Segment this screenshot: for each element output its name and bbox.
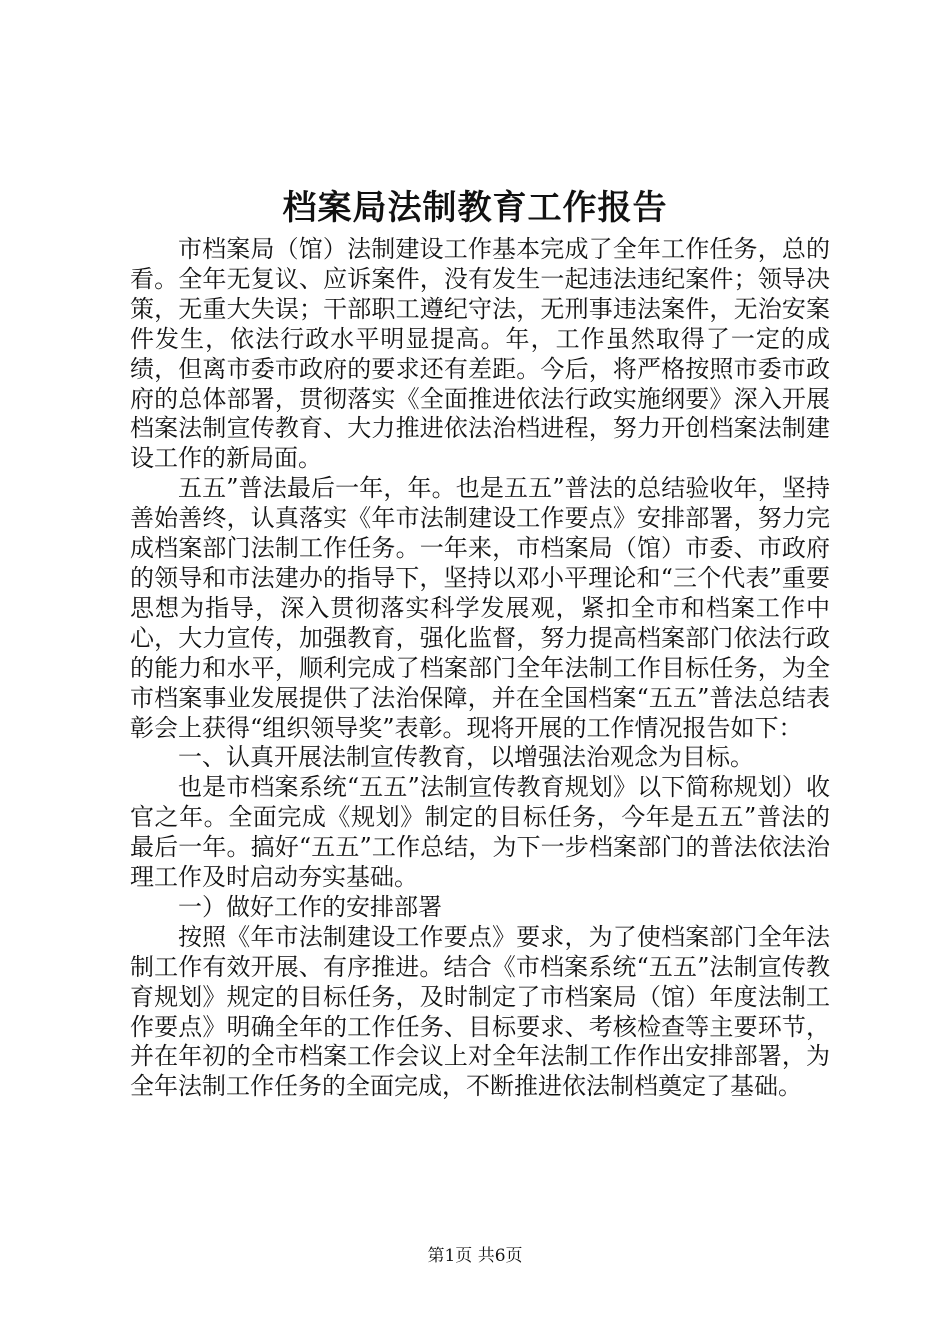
paragraph-summary: 市档案局（馆）法制建设工作基本完成了全年工作任务，总的看。全年无复议、应诉案件，没有发生一起违法违纪案件；领导决策，无重大失误；干部职工遵纪守法，无刑事违法案件，无治安案件发生，依法行政水平明显提高。年，工作虽然取得了一定的成绩，但离市委市政府的要求还有差距。今后，将严格按照市委市政府的总体部署，贯彻落实《全面推进依法行政实施纲要》深入开展档案法制宣传教育、大力推进依法治档进程，努力开创档案法制建设工作的新局面。 [130, 235, 830, 473]
section-heading-1: 一、认真开展法制宣传教育，以增强法治观念为目标。 [178, 743, 754, 772]
paragraph-plan: 也是市档案系统“五五”法制宣传教育规划》以下简称规划）收官之年。全面完成《规划》制定的目标任务，今年是五五”普法的最后一年。搞好“五五”工作总结，为下一步档案部门的普法依法治理工作及时启动夯实基础。 [130, 773, 830, 892]
document-body [130, 235, 830, 1102]
paragraph-arrangement: 按照《年市法制建设工作要点》要求，为了使档案部门全年法制工作有效开展、有序推进。结合《市档案系统“五五”法制宣传教育规划》规定的目标任务，及时制定了市档案局（馆）年度法制工作要点》明确全年的工作任务、目标要求、考核检查等主要环节，并在年初的全市档案工作会议上对全年法制工作作出安排部署，为全年法制工作任务的全面完成，不断推进依法制档奠定了基础。 [130, 922, 830, 1101]
subsection-heading-1: 一）做好工作的安排部署 [178, 892, 442, 921]
paragraph-overview: 五五”普法最后一年，年。也是五五”普法的总结验收年，坚持善始善终，认真落实《年市法制建设工作要点》安排部署，努力完成档案部门法制工作任务。一年来，市档案局（馆）市委、市政府的领导和市法建办的指导下，坚持以邓小平理论和“三个代表”重要思想为指导，深入贯彻落实科学发展观，紧扣全市和档案工作中心，大力宣传，加强教育，强化监督，努力提高档案部门依法行政的能力和水平，顺利完成了档案部门全年法制工作目标任务，为全市档案事业发展提供了法治保障，并在全国档案“五五”普法总结表彰会上获得“组织领导奖”表彰。现将开展的工作情况报告如下： [130, 474, 830, 742]
document-title: 档案局法制教育工作报告 [282, 188, 668, 228]
page-number-footer: 第1页 共6页 [427, 1246, 523, 1266]
